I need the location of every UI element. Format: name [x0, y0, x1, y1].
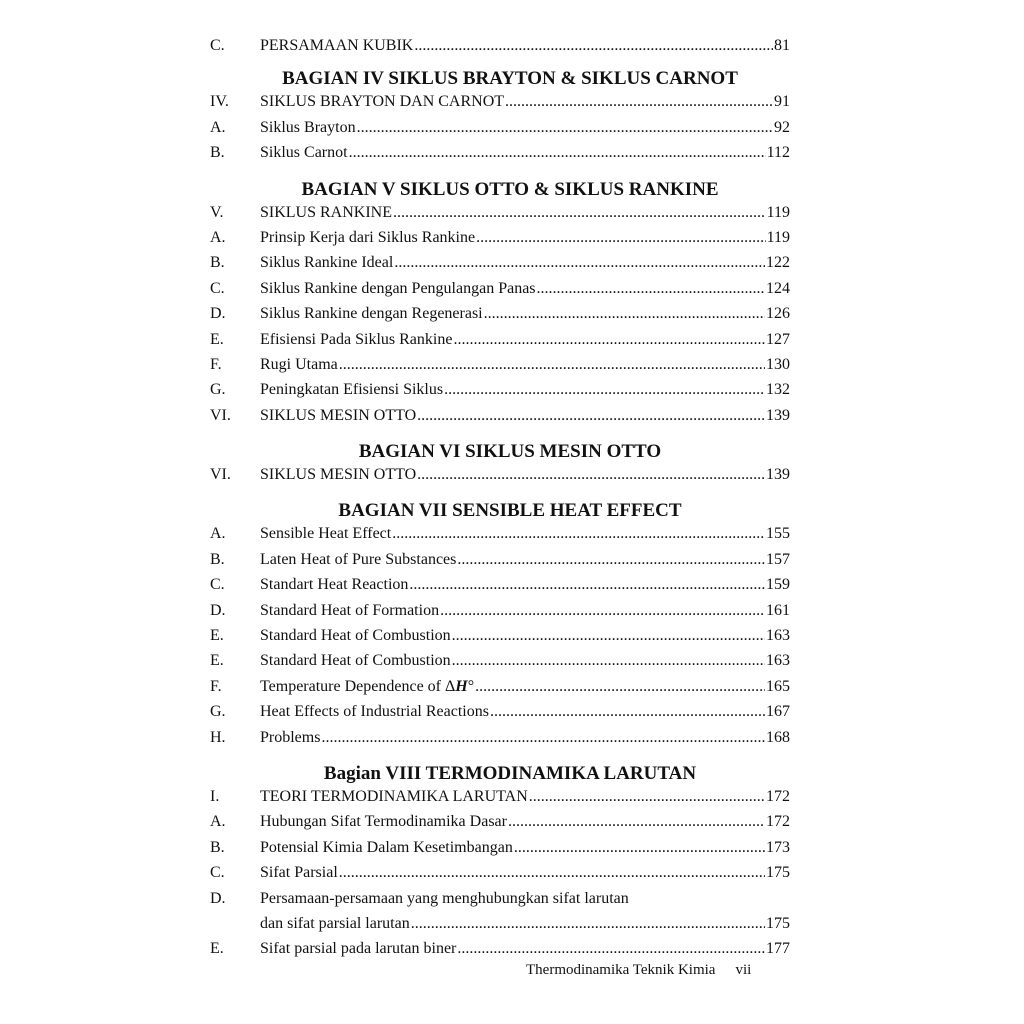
toc-entry — [210, 356, 790, 381]
toc-entry — [210, 119, 790, 144]
entry-label: B. — [210, 144, 225, 162]
entry-title: Sifat Parsial — [260, 864, 338, 882]
entry-title: Peningkatan Efisiensi Siklus — [260, 381, 444, 399]
entry-label: B. — [210, 838, 225, 856]
section-heading: Bagian VIII TERMODINAMIKA LARUTAN — [323, 762, 697, 784]
entry-page: 165 — [766, 677, 790, 695]
entry-label: C. — [210, 864, 225, 882]
entry-title: Standard Heat of Combustion — [260, 627, 451, 645]
toc-entry — [210, 652, 790, 677]
entry-label: E. — [210, 652, 224, 670]
toc-entry — [210, 37, 790, 62]
toc-entry — [210, 551, 790, 576]
entry-title: Prinsip Kerja dari Siklus Rankine — [260, 228, 476, 246]
entry-page: 175 — [766, 864, 790, 882]
entry-page: 124 — [766, 279, 790, 297]
section-heading: BAGIAN V SIKLUS OTTO & SIKLUS RANKINE — [301, 178, 719, 200]
entry-label: I. — [210, 787, 220, 805]
toc-entry — [210, 229, 790, 254]
entry-label: H. — [210, 728, 226, 746]
entry-page: 157 — [766, 550, 790, 568]
entry-page: 81 — [774, 37, 790, 54]
entry-label: B. — [210, 550, 225, 568]
entry-label: C. — [210, 37, 225, 54]
entry-page: 177 — [766, 940, 790, 958]
entry-title: Standard Heat of Combustion — [260, 652, 451, 670]
entry-title: Sifat parsial pada larutan biner — [260, 940, 457, 958]
entry-title: Hubungan Sifat Termodinamika Dasar — [260, 813, 507, 831]
entry-label: B. — [210, 254, 225, 272]
entry-title: Standart Heat Reaction — [260, 576, 409, 594]
entry-title: Siklus Carnot — [260, 144, 348, 162]
entry-title: Standard Heat of Formation — [260, 601, 440, 619]
entry-page: 167 — [766, 703, 790, 721]
entry-page: 122 — [766, 254, 790, 272]
entry-label: VI. — [210, 466, 231, 484]
toc-entry — [210, 576, 790, 601]
entry-title: TEORI TERMODINAMIKA LARUTAN — [260, 787, 528, 805]
toc-entry — [210, 93, 790, 118]
toc-entry — [210, 381, 790, 406]
entry-page: 159 — [766, 576, 790, 594]
entry-page: 155 — [766, 525, 790, 543]
entry-label: E. — [210, 330, 224, 348]
entry-label: A. — [210, 525, 226, 543]
toc-entry — [210, 305, 790, 330]
toc-entry — [210, 678, 790, 703]
entry-page: 161 — [766, 601, 790, 619]
entry-title: Potensial Kimia Dalam Kesetimbangan — [260, 838, 513, 856]
entry-title: SIKLUS BRAYTON DAN CARNOT — [260, 93, 505, 111]
toc-entry — [210, 703, 790, 728]
entry-page: 173 — [766, 838, 790, 856]
entry-label: V. — [210, 203, 224, 221]
page-footer — [526, 962, 751, 979]
entry-page: 175 — [766, 914, 790, 932]
entry-title: Heat Effects of Industrial Reactions — [260, 703, 489, 721]
entry-page: 163 — [766, 652, 790, 670]
entry-label: E. — [210, 940, 224, 958]
section-heading: BAGIAN VI SIKLUS MESIN OTTO — [358, 441, 662, 463]
book-title: Thermodinamika Teknik Kimia — [526, 962, 716, 978]
entry-title: Problems — [260, 728, 321, 746]
toc-entry — [210, 729, 790, 754]
entry-label: A. — [210, 813, 226, 831]
toc-entry — [210, 627, 790, 652]
table-of-contents — [210, 37, 790, 966]
entry-page: 130 — [766, 355, 790, 373]
toc-entry — [210, 813, 790, 838]
entry-title: PERSAMAAN KUBIK — [260, 37, 414, 54]
page-number: vii — [735, 962, 752, 978]
entry-label: E. — [210, 627, 224, 645]
entry-label: IV. — [210, 93, 229, 111]
entry-page: 126 — [766, 305, 790, 323]
toc-entry — [210, 280, 790, 305]
entry-page: 119 — [766, 203, 790, 221]
entry-title: SIKLUS MESIN OTTO — [260, 406, 417, 424]
entry-label: A. — [210, 228, 226, 246]
entry-title: Siklus Brayton — [260, 118, 356, 136]
entry-title: Siklus Rankine Ideal — [260, 254, 394, 272]
toc-entry — [210, 254, 790, 279]
entry-label: G. — [210, 381, 226, 399]
toc-entry-continuation — [210, 915, 790, 940]
entry-page: 168 — [766, 728, 790, 746]
entry-title: Rugi Utama — [260, 355, 338, 373]
toc-entry — [210, 466, 790, 491]
entry-title: Sensible Heat Effect — [260, 525, 392, 543]
toc-entry — [210, 204, 790, 229]
section-heading: BAGIAN IV SIKLUS BRAYTON & SIKLUS CARNOT — [282, 68, 738, 90]
entry-title: SIKLUS RANKINE — [260, 203, 392, 221]
entry-page: 172 — [766, 787, 790, 805]
entry-page: 139 — [766, 406, 790, 424]
entry-label: D. — [210, 601, 226, 619]
entry-page: 112 — [766, 144, 790, 162]
entry-page: 132 — [766, 381, 790, 399]
entry-title: dan sifat parsial larutan — [260, 914, 410, 932]
toc-entry — [210, 602, 790, 627]
toc-entry — [210, 407, 790, 432]
entry-label: D. — [210, 889, 226, 907]
entry-title: Persamaan-persamaan yang menghubungkan sifat larutan — [260, 889, 629, 907]
entry-label: C. — [210, 279, 225, 297]
toc-entry — [210, 331, 790, 356]
toc-entry — [210, 788, 790, 813]
toc-entry — [210, 864, 790, 889]
entry-label: D. — [210, 305, 226, 323]
entry-page: 127 — [766, 330, 790, 348]
entry-label: G. — [210, 703, 226, 721]
entry-title: Temperature Dependence of ΔH° — [260, 677, 475, 695]
entry-title: SIKLUS MESIN OTTO — [260, 466, 417, 484]
entry-title: Laten Heat of Pure Substances — [260, 550, 457, 568]
section-heading: BAGIAN VII SENSIBLE HEAT EFFECT — [338, 500, 682, 522]
entry-label: VI. — [210, 406, 231, 424]
entry-page: 91 — [774, 93, 790, 111]
entry-title: Efisiensi Pada Siklus Rankine — [260, 330, 453, 348]
entry-page: 92 — [774, 118, 790, 136]
toc-entry — [210, 890, 790, 915]
entry-title: Siklus Rankine dengan Regenerasi — [260, 305, 483, 323]
entry-label: C. — [210, 576, 225, 594]
entry-label: F. — [210, 677, 222, 695]
toc-entry — [210, 839, 790, 864]
toc-entry — [210, 144, 790, 169]
entry-label: F. — [210, 355, 222, 373]
entry-page: 163 — [766, 627, 790, 645]
entry-page: 139 — [766, 466, 790, 484]
toc-entry — [210, 525, 790, 550]
entry-page: 172 — [766, 813, 790, 831]
entry-label: A. — [210, 118, 226, 136]
entry-title: Siklus Rankine dengan Pengulangan Panas — [260, 279, 536, 297]
entry-page: 119 — [766, 228, 790, 246]
